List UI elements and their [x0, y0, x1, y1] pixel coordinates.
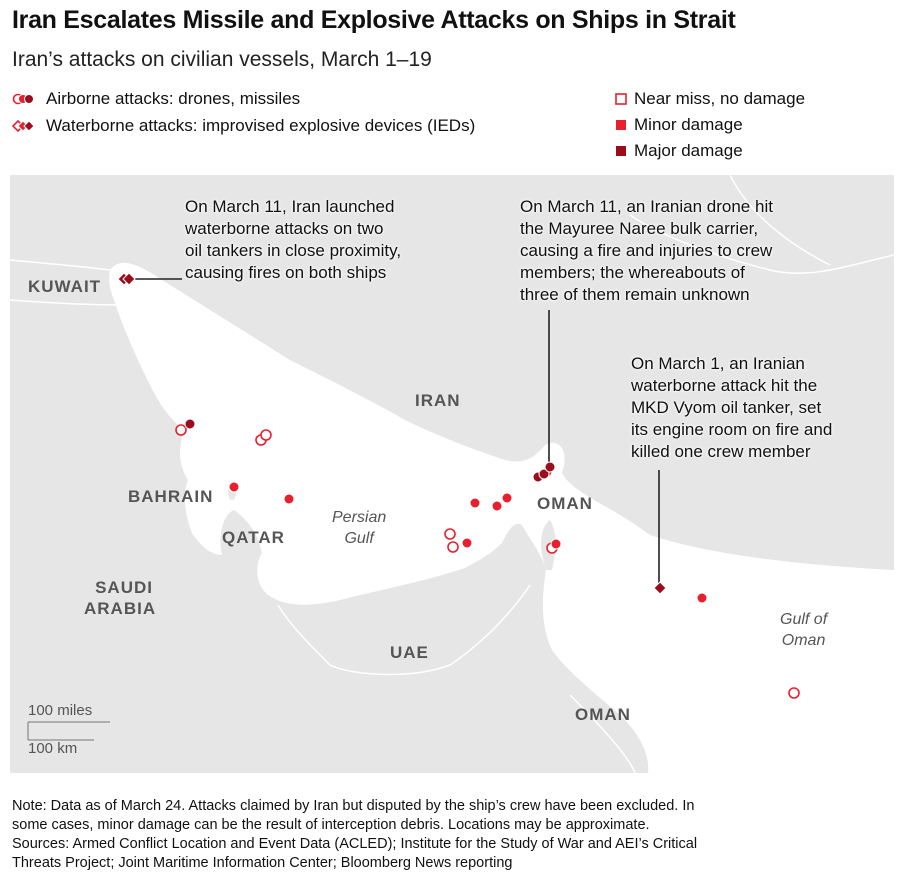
legend-airborne	[12, 89, 300, 109]
annotation-line: causing a fire and injuries to crew	[520, 241, 773, 260]
annotation-line: On March 11, an Iranian drone hit	[520, 197, 773, 216]
label-oman-south: OMAN	[575, 705, 631, 724]
label-gulf-of-oman	[780, 609, 827, 651]
label-persian-gulf	[332, 507, 386, 549]
legend-waterborne	[12, 116, 475, 136]
annotation-line: waterborne attack hit the	[631, 376, 818, 395]
attack-marker-east-gulf-minor-1	[470, 498, 480, 508]
legend-near-miss	[614, 89, 805, 109]
attack-marker-oman-coast-minor	[551, 539, 561, 549]
label-oman-north: OMAN	[537, 494, 593, 513]
label-qatar: QATAR	[222, 528, 285, 547]
annotation-line: causing fires on both ships	[185, 263, 387, 282]
scale-miles-label: 100 miles	[28, 702, 93, 719]
attack-marker-east-gulf-minor-2	[492, 501, 502, 511]
annotation-line: three of them remain unknown	[520, 285, 750, 304]
legend-near-miss-label: Near miss, no damage	[634, 89, 806, 108]
chart-subtitle: Iran’s attacks on civilian vessels, March 1–19	[12, 48, 432, 71]
label-kuwait: KUWAIT	[28, 277, 102, 296]
note-line: some cases, minor damage can be the result of interception debris. Locations may be approximate.	[12, 817, 650, 833]
annotation-line: MKD Vyom oil tanker, set	[631, 398, 822, 417]
legend-waterborne-label: Waterborne attacks: improvised explosive devices (IEDs)	[46, 116, 476, 135]
annotation-kuwait-tankers	[185, 196, 401, 284]
attack-marker-east-gulf-minor-4	[462, 538, 472, 548]
note-line: Note: Data as of March 24. Attacks claimed by Iran but disputed by the ship’s crew have been excluded. In	[12, 798, 695, 814]
attack-marker-central-gulf-near-miss-2	[261, 430, 271, 440]
annotation-line: killed one crew member	[631, 442, 811, 461]
label-uae: UAE	[390, 643, 429, 662]
label-gulf-of-oman-line1: Gulf of	[780, 611, 828, 628]
attack-marker-bahrain-minor	[229, 482, 239, 492]
label-saudi-line1: SAUDI	[95, 578, 153, 597]
attack-marker-strait-major-3	[545, 462, 555, 472]
major-swatch-icon	[614, 144, 628, 158]
label-iran: IRAN	[415, 391, 461, 410]
annotation-line: On March 11, Iran launched	[185, 197, 395, 216]
attack-marker-east-gulf-minor-3	[502, 493, 512, 503]
map-area	[10, 175, 894, 773]
attack-marker-qatar-minor	[284, 494, 294, 504]
annotation-line: its engine room on fire and	[631, 420, 833, 439]
annotation-line: the Mayuree Naree bulk carrier,	[520, 219, 759, 238]
legend-major-label: Major damage	[634, 141, 743, 160]
label-bahrain: BAHRAIN	[128, 487, 214, 506]
label-persian-gulf-line2: Gulf	[344, 530, 374, 547]
label-persian-gulf-line1: Persian	[332, 509, 387, 526]
attack-marker-east-gulf-near-miss-2	[448, 542, 458, 552]
attack-marker-north-gulf-major	[185, 419, 195, 429]
label-saudi-arabia	[84, 577, 157, 619]
waterborne-symbol-icon	[12, 118, 40, 134]
attack-marker-east-gulf-near-miss-1	[445, 529, 455, 539]
annotation-line: oil tankers in close proximity,	[185, 241, 402, 260]
legend-minor	[614, 115, 743, 135]
sources-line: Threats Project; Joint Maritime Information Center; Bloomberg News reporting	[12, 855, 513, 871]
annotation-mkd-vyom	[631, 353, 832, 463]
legend-minor-label: Minor damage	[634, 115, 743, 134]
scale-km-label: 100 km	[28, 740, 78, 757]
annotation-line: members; the whereabouts of	[520, 263, 745, 282]
attack-marker-gulf-of-oman-near-miss	[789, 688, 799, 698]
sources-line: Sources: Armed Conflict Location and Event Data (ACLED); Institute for the Study of War and AEI’s Critical	[12, 836, 698, 852]
airborne-symbol-icon	[12, 91, 40, 107]
label-saudi-line2: ARABIA	[84, 599, 157, 618]
legend-airborne-label: Airborne attacks: drones, missiles	[46, 89, 301, 108]
chart-title: Iran Escalates Missile and Explosive Attacks on Ships in Strait	[12, 6, 736, 34]
legend-major	[614, 141, 743, 161]
annotation-mayuree-naree	[520, 196, 773, 306]
near-miss-swatch-icon	[614, 92, 628, 106]
label-gulf-of-oman-line2: Oman	[781, 632, 826, 649]
annotation-line: On March 1, an Iranian	[631, 354, 805, 373]
minor-swatch-icon	[614, 118, 628, 132]
attack-marker-north-gulf-near-miss	[176, 425, 186, 435]
attack-marker-gulf-of-oman-minor	[697, 593, 707, 603]
annotation-line: waterborne attacks on two	[185, 219, 384, 238]
footnote	[12, 797, 887, 873]
